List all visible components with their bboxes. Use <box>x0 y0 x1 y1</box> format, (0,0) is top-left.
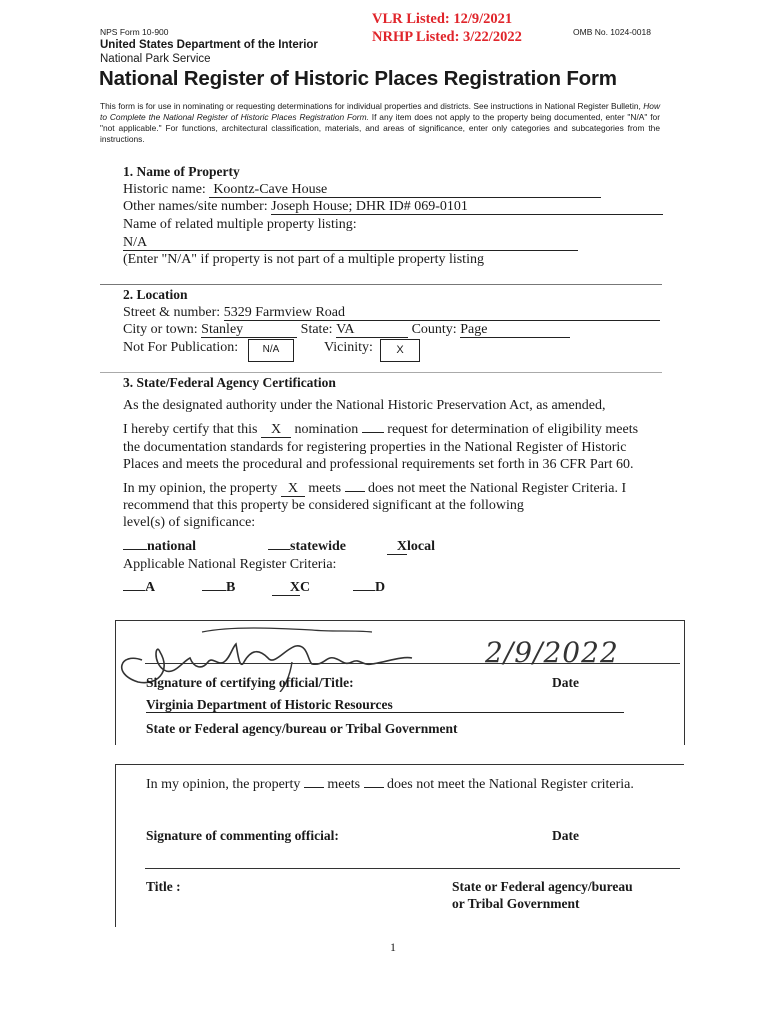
related-listing-row <box>123 235 578 251</box>
comment-date-label: Date <box>552 828 579 843</box>
agency-row <box>146 697 624 713</box>
related-listing-note: (Enter "N/A" if property is not part of a multiple property listing <box>123 252 484 267</box>
other-names-value: Joseph House; DHR ID# 069-0101 <box>271 200 663 215</box>
cert-line-4: Places and meets the procedural and professional requirements set forth in 36 CFR Part 60. <box>123 457 634 472</box>
page-number: 1 <box>390 940 396 954</box>
level-national: national <box>123 539 196 555</box>
criteria-a: A <box>123 580 155 596</box>
historic-name-value: Koontz-Cave House <box>209 183 601 198</box>
criteria-label: Applicable National Register Criteria: <box>123 557 337 572</box>
cert-line-3: the documentation standards for registering properties in the National Register of Historic <box>123 440 627 455</box>
city-value: Stanley <box>201 323 297 338</box>
historic-name-row: Historic name: Koontz-Cave House <box>123 182 601 198</box>
level-statewide: statewide <box>268 539 346 555</box>
comment-signature-line <box>145 868 680 869</box>
certifying-official-label: Signature of certifying official/Title: <box>146 675 354 690</box>
form-instructions: This form is for use in nominating or requesting determinations for individual properties and districts. See instructions in National Register Bulletin, How to Complete the National Register of Historic Places Registration Form. If any item does not apply to the property being documented, enter "N/A" for "not applicable." For functions, architectural classification, materials, and areas of significance, enter only categories and subcategories from the instructions. <box>100 101 660 144</box>
service-name: National Park Service <box>100 53 211 65</box>
page-title: National Register of Historic Places Registration Form <box>99 67 617 90</box>
related-listing-value: N/A <box>123 236 578 251</box>
date-label: Date <box>552 675 579 690</box>
street-value: 5329 Farmview Road <box>224 306 660 321</box>
level-local: Xlocal <box>387 539 435 555</box>
criteria-d: D <box>353 580 385 596</box>
agency-label: State or Federal agency/bureau or Tribal Government <box>146 721 458 736</box>
vicinity-label: Vicinity: <box>324 340 373 355</box>
section-1-heading: 1. Name of Property <box>123 164 240 179</box>
signature-line <box>145 663 680 664</box>
city-row: City or town: Stanley State: VA County: Page <box>123 322 570 338</box>
department-name: United States Department of the Interior <box>100 39 318 51</box>
county-value: Page <box>460 323 570 338</box>
title-label: Title : <box>146 879 181 894</box>
opinion-line: In my opinion, the property X meets does not meet the National Register Criteria. I <box>123 481 627 496</box>
not-for-publication-box: N/A <box>248 339 294 362</box>
section-2-heading: 2. Location <box>123 287 188 302</box>
state-value: VA <box>336 323 408 338</box>
criteria-c: XC <box>272 580 310 596</box>
not-for-publication-label: Not For Publication: <box>123 340 239 355</box>
cert-line-1: As the designated authority under the National Historic Preservation Act, as amended, <box>123 398 606 413</box>
recommend-line: recommend that this property be considered significant at the following <box>123 498 524 513</box>
nrhp-listed-stamp: NRHP Listed: 3/22/2022 <box>372 29 522 45</box>
vlr-listed-stamp: VLR Listed: 12/9/2021 <box>372 11 513 27</box>
signature-date: 2/9/2022 <box>485 636 619 669</box>
form-number: NPS Form 10-900 <box>100 27 169 37</box>
agency-value: Virginia Department of Historic Resources <box>146 698 624 713</box>
comment-agency-label-2: or Tribal Government <box>452 896 580 911</box>
criteria-b: B <box>202 580 235 596</box>
comment-opinion-line: In my opinion, the property meets does not meet the National Register criteria. <box>146 777 634 792</box>
level-line: level(s) of significance: <box>123 515 256 530</box>
related-listing-label: Name of related multiple property listing: <box>123 217 357 232</box>
cert-line-2: I hereby certify that this X nomination request for determination of eligibility meets <box>123 422 639 437</box>
street-row: Street & number: 5329 Farmview Road <box>123 305 660 321</box>
section-divider <box>100 372 662 373</box>
other-names-row: Other names/site number: Joseph House; DHR ID# 069-0101 <box>123 199 663 215</box>
section-divider <box>100 284 662 285</box>
omb-number: OMB No. 1024-0018 <box>573 27 651 37</box>
commenting-official-label: Signature of commenting official: <box>146 828 339 843</box>
comment-agency-label-1: State or Federal agency/bureau <box>452 879 633 894</box>
vicinity-box: X <box>380 339 420 362</box>
section-3-heading: 3. State/Federal Agency Certification <box>123 375 336 390</box>
